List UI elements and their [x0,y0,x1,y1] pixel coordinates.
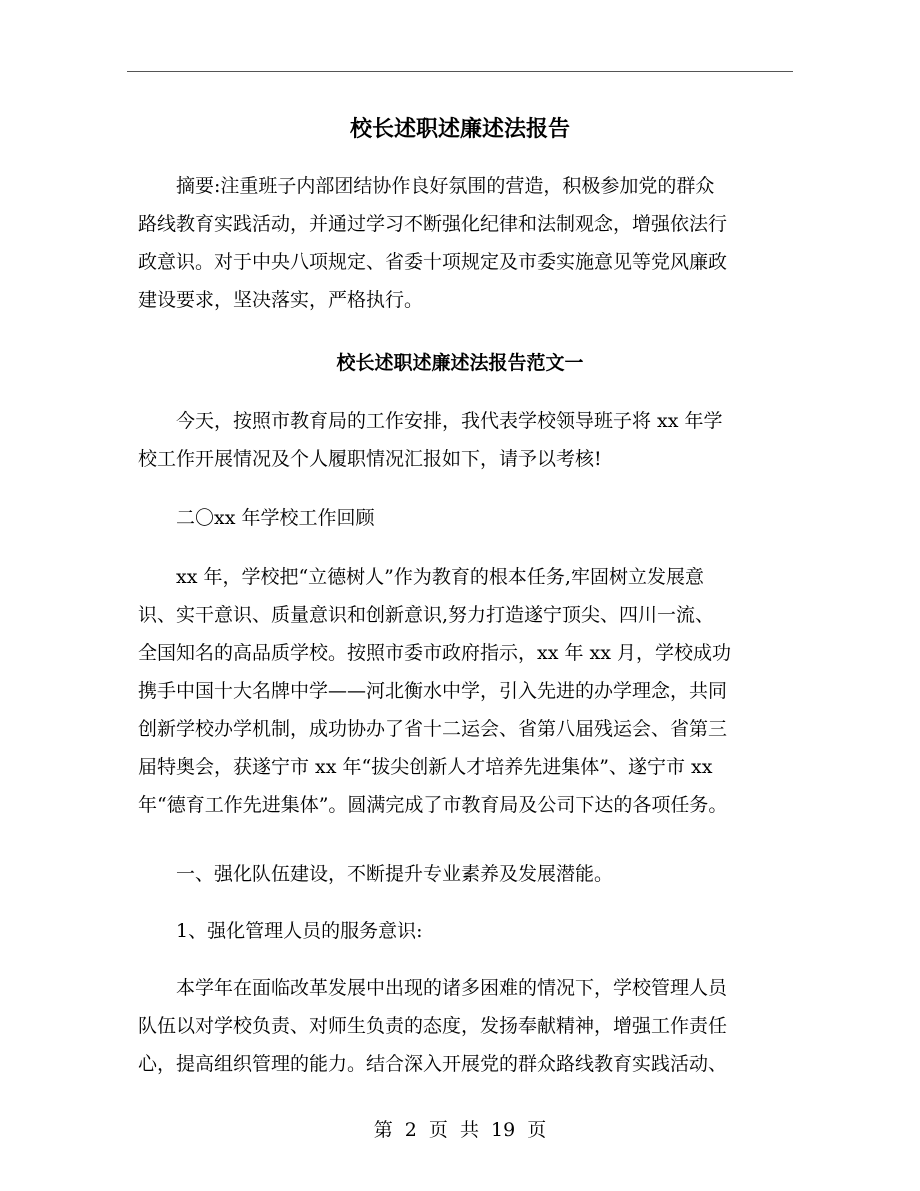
abstract-paragraph [138,167,794,319]
intro-line: 今天，按照市教育局的工作安排，我代表学校领导班子将 xx 年学 [138,410,723,432]
page-number: 第 2 页 共 19 页 [373,1119,547,1141]
review-heading [138,499,794,537]
review-paragraph [138,558,794,824]
review-line: 携手中国十大名牌中学——河北衡水中学，引入先进的办学理念，共同 [138,680,728,702]
review-line: 年“德育工作先进集体”。圆满完成了市教育局及公司下达的各项任务。 [138,794,728,816]
heading-1-text: 一、强化队伍建设，不断提升专业素养及发展潜能。 [138,863,614,885]
abstract-line: 路线教育实践活动，并通过学习不断强化纪律和法制观念，增强依法行 [138,213,728,235]
document-title: 校长述职述廉述法报告 [349,116,570,142]
review-heading-text: 二〇xx 年学校工作回顾 [138,507,375,529]
abstract-line: 政意识。对于中央八项规定、省委十项规定及市委实施意见等党风廉政 [138,251,728,273]
body-line: 本学年在面临改革发展中出现的诸多困难的情况下，学校管理人员 [138,977,728,999]
intro-line: 校工作开展情况及个人履职情况汇报如下，请予以考核! [138,448,602,470]
heading-1 [138,855,794,893]
heading-1-1 [138,912,794,950]
review-line: 届特奥会，获遂宁市 xx 年“拔尖创新人才培养先进集体”、遂宁市 xx [138,756,713,778]
abstract-line: 摘要:注重班子内部团结协作良好氛围的营造，积极参加党的群众 [138,175,715,197]
body-paragraph [138,969,794,1083]
intro-paragraph [138,402,794,478]
section-title: 校长述职述廉述法报告范文一 [336,352,584,374]
body-line: 队伍以对学校负责、对师生负责的态度，发扬奉献精神，增强工作责任 [138,1015,728,1037]
review-line: xx 年，学校把“立德树人”作为教育的根本任务,牢固树立发展意 [138,566,704,588]
body-line: 心，提高组织管理的能力。结合深入开展党的群众路线教育实践活动、 [138,1053,728,1075]
review-line: 创新学校办学机制，成功协办了省十二运会、省第八届残运会、省第三 [138,718,728,740]
review-line: 识、实干意识、质量意识和创新意识,努力打造遂宁顶尖、四川一流、 [138,604,715,626]
header-rule [127,71,793,72]
heading-1-1-text: 1、强化管理人员的服务意识: [138,920,423,942]
review-line: 全国知名的高品质学校。按照市委市政府指示，xx 年 xx 月，学校成功 [138,642,731,664]
abstract-line: 建设要求，坚决落实，严格执行。 [138,289,424,311]
